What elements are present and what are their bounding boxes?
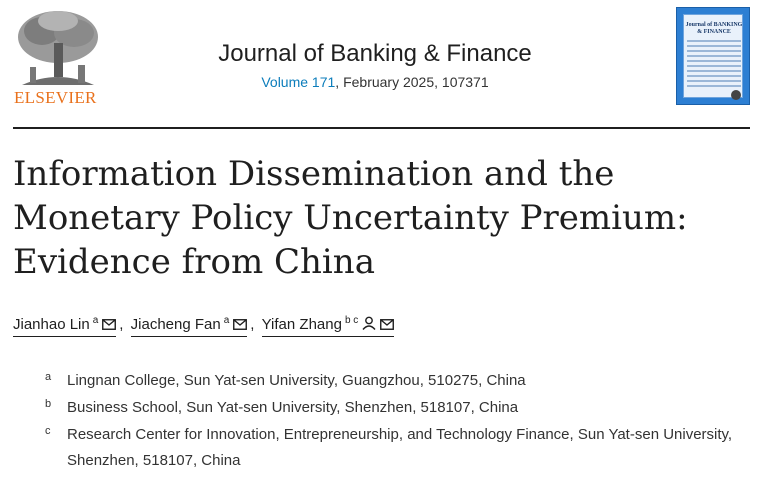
envelope-icon[interactable]: [102, 317, 116, 334]
journal-info: [130, 40, 620, 90]
header-divider: [13, 127, 750, 129]
journal-header: [0, 0, 762, 128]
volume-link[interactable]: Volume 171: [261, 74, 336, 90]
affiliation-item: [45, 395, 745, 421]
author-link[interactable]: [13, 316, 116, 337]
affiliation-text: Business School, Sun Yat-sen University, Shenzhen, 518107, China: [67, 399, 519, 416]
journal-meta: [130, 74, 620, 90]
affiliation-ref: a: [223, 315, 230, 326]
affiliation-ref: b c: [344, 315, 359, 326]
author-link[interactable]: [131, 316, 248, 337]
envelope-icon[interactable]: [233, 317, 247, 334]
affiliation-ref: a: [92, 315, 99, 326]
author-separator: ,: [250, 316, 255, 333]
affiliation-label: b: [45, 398, 52, 410]
affiliation-label: a: [45, 371, 52, 383]
author-link[interactable]: [262, 316, 395, 337]
author-name: Jiacheng Fan: [130, 316, 221, 333]
person-icon[interactable]: [362, 316, 376, 334]
affiliation-text: Research Center for Innovation, Entrepreneurship, and Technology Finance, Sun Yat-sen University, Shenzhen, 518107, China: [67, 426, 733, 469]
cover-text-lines: [687, 40, 741, 90]
affiliation-item: [45, 368, 745, 394]
affiliation-text: Lingnan College, Sun Yat-sen University, Guangzhou, 510275, China: [67, 372, 526, 389]
author-name: Yifan Zhang: [261, 316, 342, 333]
cover-title: Journal of BANKING & FINANCE: [685, 22, 743, 35]
affiliation-item: [45, 422, 745, 474]
journal-cover-image[interactable]: [676, 7, 750, 105]
author-name: Jianhao Lin: [13, 316, 90, 333]
affiliation-label: c: [45, 425, 51, 437]
author-separator: ,: [119, 316, 124, 333]
author-list: [13, 316, 394, 337]
publisher-name: ELSEVIER: [14, 88, 97, 107]
envelope-icon[interactable]: [380, 317, 394, 334]
article-title: Information Dissemination and the Monetary Policy Uncertainty Premium: Evidence from China: [13, 154, 688, 282]
issue-info: , February 2025, 107371: [335, 74, 489, 90]
cover-seal: [731, 90, 741, 100]
affiliation-list: [45, 368, 745, 475]
journal-title[interactable]: Journal of Banking & Finance: [218, 40, 532, 67]
